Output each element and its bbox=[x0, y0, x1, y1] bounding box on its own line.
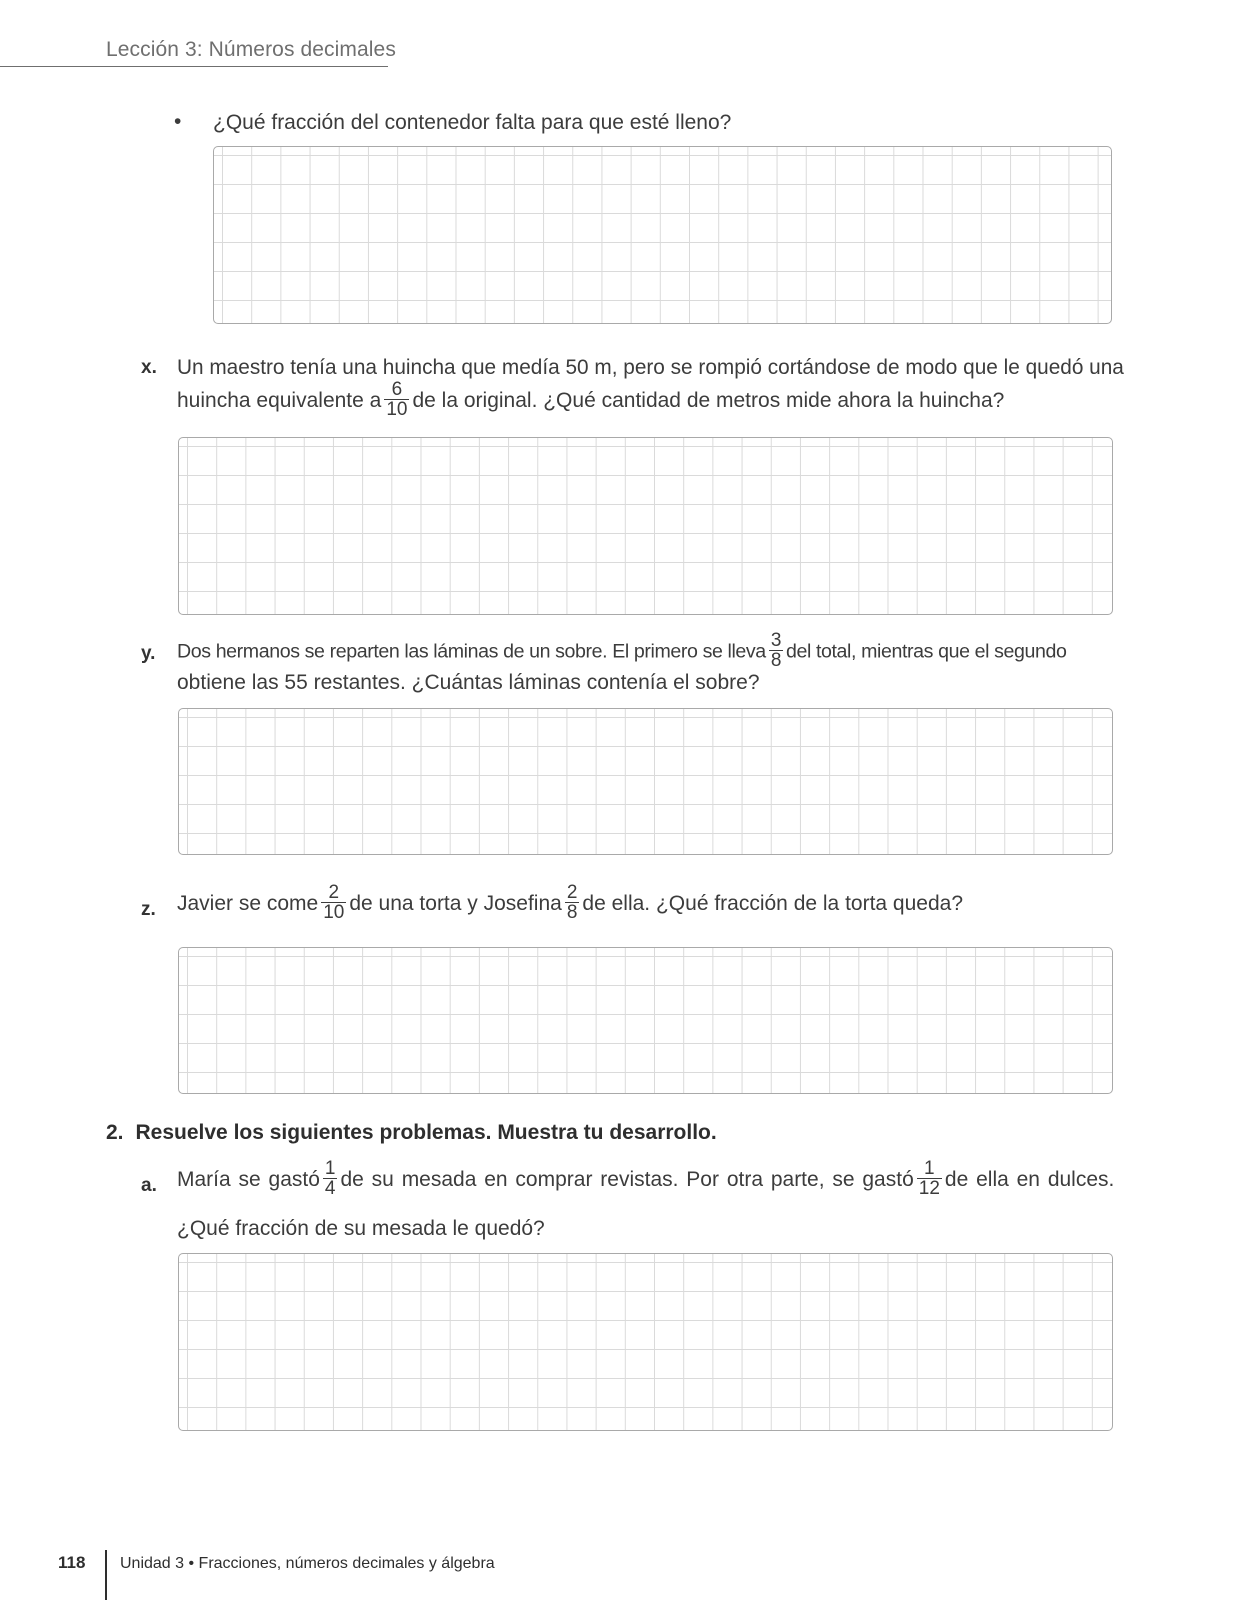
question-a-label: a. bbox=[141, 1175, 157, 1196]
fraction-6-10 bbox=[384, 380, 409, 419]
question-y-label: y. bbox=[141, 643, 156, 664]
unit-title: Unidad 3 • Fracciones, números decimales y álgebra bbox=[120, 1555, 495, 1572]
question-z-part3: de ella. ¿Qué fracción de la torta queda? bbox=[582, 892, 963, 916]
question-y-line1 bbox=[177, 630, 1067, 672]
question-x-text-after: de la original. ¿Qué cantidad de metros mide ahora la huincha? bbox=[412, 389, 1005, 413]
question-x-label: x. bbox=[141, 357, 157, 378]
section-2-heading bbox=[106, 1121, 717, 1145]
fraction-denominator: 10 bbox=[323, 902, 345, 923]
lesson-title: Lección 3: Números decimales bbox=[106, 38, 396, 61]
fraction-denominator: 12 bbox=[918, 1178, 940, 1199]
answer-grid-container-fraction[interactable] bbox=[213, 146, 1112, 324]
question-y-text-after: del total, mientras que el segundo bbox=[785, 640, 1067, 663]
question-x-line1: Un maestro tenía una huincha que medía 50 m, pero se rompió cortándose de modo que le quedó una bbox=[177, 356, 1124, 379]
fraction-2-10 bbox=[321, 883, 346, 922]
fraction-denominator: 4 bbox=[324, 1178, 336, 1199]
answer-grid-question-z[interactable] bbox=[178, 947, 1113, 1094]
answer-grid-question-y[interactable] bbox=[178, 708, 1113, 855]
question-a-part1: María se gastó bbox=[177, 1168, 320, 1192]
question-z-line bbox=[177, 882, 963, 924]
fraction-numerator: 2 bbox=[328, 882, 340, 903]
question-z-part2: de una torta y Josefina bbox=[349, 892, 562, 916]
fraction-denominator: 8 bbox=[770, 650, 781, 671]
fraction-3-8 bbox=[769, 631, 783, 670]
bullet-marker: • bbox=[174, 110, 182, 133]
fraction-2-8 bbox=[565, 883, 580, 922]
answer-grid-question-x[interactable] bbox=[178, 437, 1113, 615]
header-rule bbox=[0, 66, 388, 67]
section-2-number: 2. bbox=[106, 1121, 124, 1144]
question-a-part3: de ella en dulces. bbox=[944, 1168, 1115, 1192]
fraction-denominator: 10 bbox=[386, 399, 408, 420]
fraction-numerator: 1 bbox=[924, 1158, 935, 1179]
fraction-numerator: 1 bbox=[324, 1158, 336, 1179]
fraction-denominator: 8 bbox=[566, 902, 578, 923]
footer-rule bbox=[105, 1550, 107, 1600]
question-a-part2: de su mesada en comprar revistas. Por otra parte, se gastó bbox=[340, 1168, 914, 1192]
question-x-text-before: huincha equivalente a bbox=[177, 389, 382, 413]
fraction-numerator: 2 bbox=[566, 882, 578, 903]
question-y-text-before: Dos hermanos se reparten las láminas de un sobre. El primero se lleva bbox=[177, 640, 766, 663]
fraction-1-12 bbox=[917, 1159, 942, 1198]
question-a-line1 bbox=[177, 1158, 1115, 1200]
fraction-numerator: 6 bbox=[391, 379, 403, 400]
question-y-line2: obtiene las 55 restantes. ¿Cuántas láminas contenía el sobre? bbox=[177, 671, 760, 694]
bullet-question-text: ¿Qué fracción del contenedor falta para que esté lleno? bbox=[213, 111, 732, 134]
question-x-line2 bbox=[177, 379, 1005, 421]
question-a-line2: ¿Qué fracción de su mesada le quedó? bbox=[177, 1217, 545, 1240]
page-number: 118 bbox=[58, 1553, 86, 1572]
fraction-numerator: 3 bbox=[770, 630, 781, 651]
question-z-part1: Javier se come bbox=[177, 892, 319, 916]
section-2-title: Resuelve los siguientes problemas. Muestra tu desarrollo. bbox=[135, 1121, 717, 1144]
answer-grid-question-a[interactable] bbox=[178, 1253, 1113, 1431]
fraction-1-4 bbox=[323, 1159, 338, 1198]
question-z-label: z. bbox=[141, 899, 156, 920]
